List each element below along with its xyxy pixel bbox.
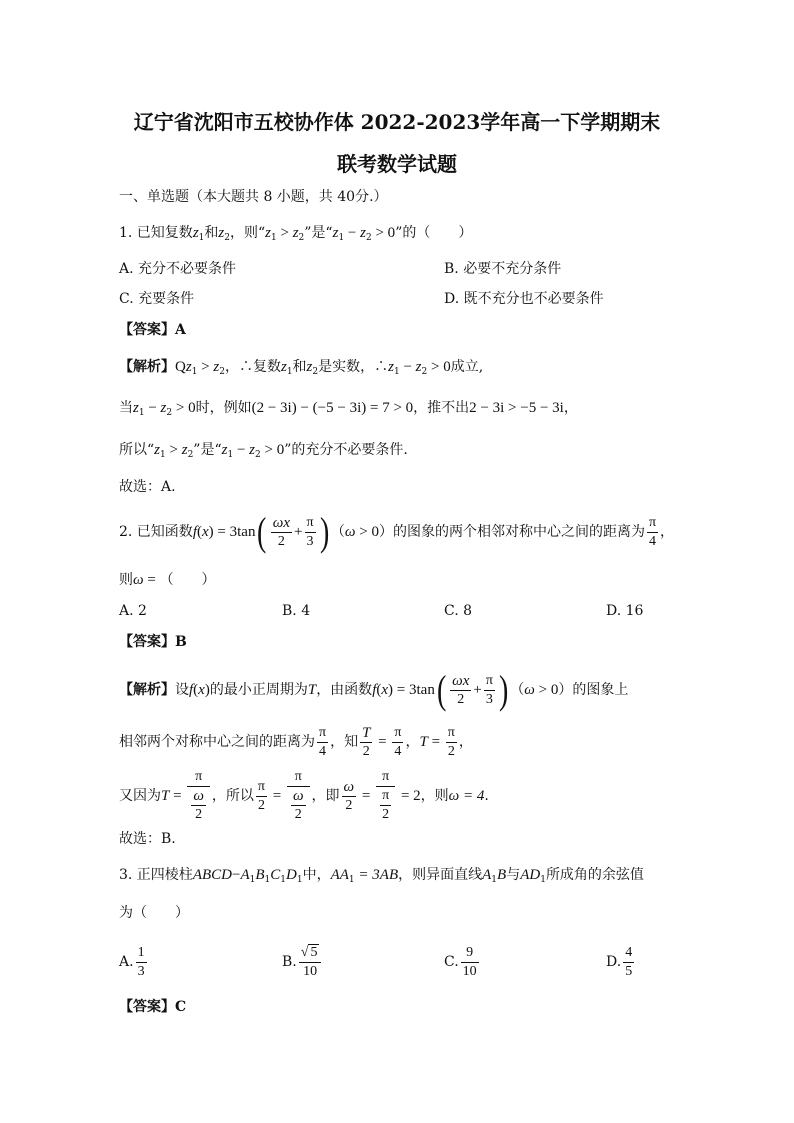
q1-explanation-1: 【解析】$Qz_1 > z_2$，∴复数$z_1$和$z_2$是实数，$\therefore z_1 - z_2 > 0$成立, xyxy=(119,359,484,377)
q2-stem: 2. 已知函数f(x) = 3tan( $\frac{\omega x}{2}$ + $\frac{\pi}{3}$ ) （ω > 0）的图象的两个相邻对称中心之间的距离为 $\frac{\pi}{4}$ ， xyxy=(119,509,675,554)
q2-explanation-3: 又因为T = $\frac{\pi}{\frac{\omega}{2}}$ ，所以 $\frac{\pi}{2}$ = $\frac{\pi}{\frac{\omega}{2}}$ ，即 $\frac{\omega}{2}$ = $\frac{\pi}{\frac{\pi}{2}}$ = 2，则ω = 4. xyxy=(119,769,489,822)
q1-option-c: C. 充要条件 xyxy=(119,291,195,307)
q1-answer: 【答案】A xyxy=(119,322,186,338)
q3-answer: 【答案】C xyxy=(119,999,187,1015)
q2-option-a: A. 2 xyxy=(119,603,147,619)
q2-option-d: D. 16 xyxy=(606,603,644,619)
doc-title-line1: 辽宁省沈阳市五校协作体 2022-2023学年高一下学期期末 xyxy=(133,110,661,134)
q2-conclusion: 故选：B. xyxy=(119,831,176,847)
q2-stem-2: 则ω = （ ） xyxy=(119,572,216,588)
q2-explanation-2: 相邻两个对称中心之间的距离为 $\frac{\pi}{4}$ ，知 $\frac{T}{2}$ = $\frac{\pi}{4}$ ，T = $\frac{\pi}{2}$ ， xyxy=(119,724,473,759)
q2-explanation-1: 【解析】设f(x)的最小正周期为T，由函数f(x) = 3tan( $\frac{\omega x}{2}$ + $\frac{\pi}{3}$ ) （ω > 0）的图象上 xyxy=(119,667,629,712)
q1-option-d: D. 既不充分也不必要条件 xyxy=(444,291,604,307)
q2-option-b: B. 4 xyxy=(282,603,311,619)
q2-answer: 【答案】B xyxy=(119,634,187,650)
q3-option-d: D. $\frac{4}{5}$ xyxy=(606,944,633,979)
q1-explanation-2: 当$z_1 - z_2 > 0$时，例如(2 − 3i) − (−5 − 3i) = 7 > 0，推不出2 − 3i > −5 − 3i， xyxy=(119,400,578,418)
q3-stem-2: 为（ ） xyxy=(119,905,189,921)
q3-option-b: B. $\frac{√ 5}{10}$ xyxy=(282,942,323,982)
q1-stem: 1. 已知复数$z_1$和$z_2$，则“$z_1 > z_2$”是“$z_1 - z_2 > 0$”的（ ） xyxy=(119,225,473,243)
doc-title-line2: 联考数学试题 xyxy=(337,152,457,176)
section-heading: 一、单选题（本大题共 8 小题，共 40分.） xyxy=(119,189,388,205)
q1-option-a: A. 充分不必要条件 xyxy=(119,261,237,277)
q3-option-c: C. $\frac{9}{10}$ xyxy=(444,944,477,979)
q3-option-a: A. $\frac{1}{3}$ xyxy=(119,944,145,979)
q1-conclusion: 故选：A. xyxy=(119,479,176,495)
q1-explanation-3: 所以“$z_1 > z_2$”是“$z_1 - z_2 > 0$”的充分不必要条件. xyxy=(119,442,408,460)
q3-stem: 3. 正四棱柱$ABCD-A_1B_1C_1D_1$中，$AA_1 = 3AB$，则异面直线$A_1B$与$AD_1$所成角的余弦值 xyxy=(119,867,644,885)
q2-option-c: C. 8 xyxy=(444,603,473,619)
q1-option-b: B. 必要不充分条件 xyxy=(444,261,562,277)
